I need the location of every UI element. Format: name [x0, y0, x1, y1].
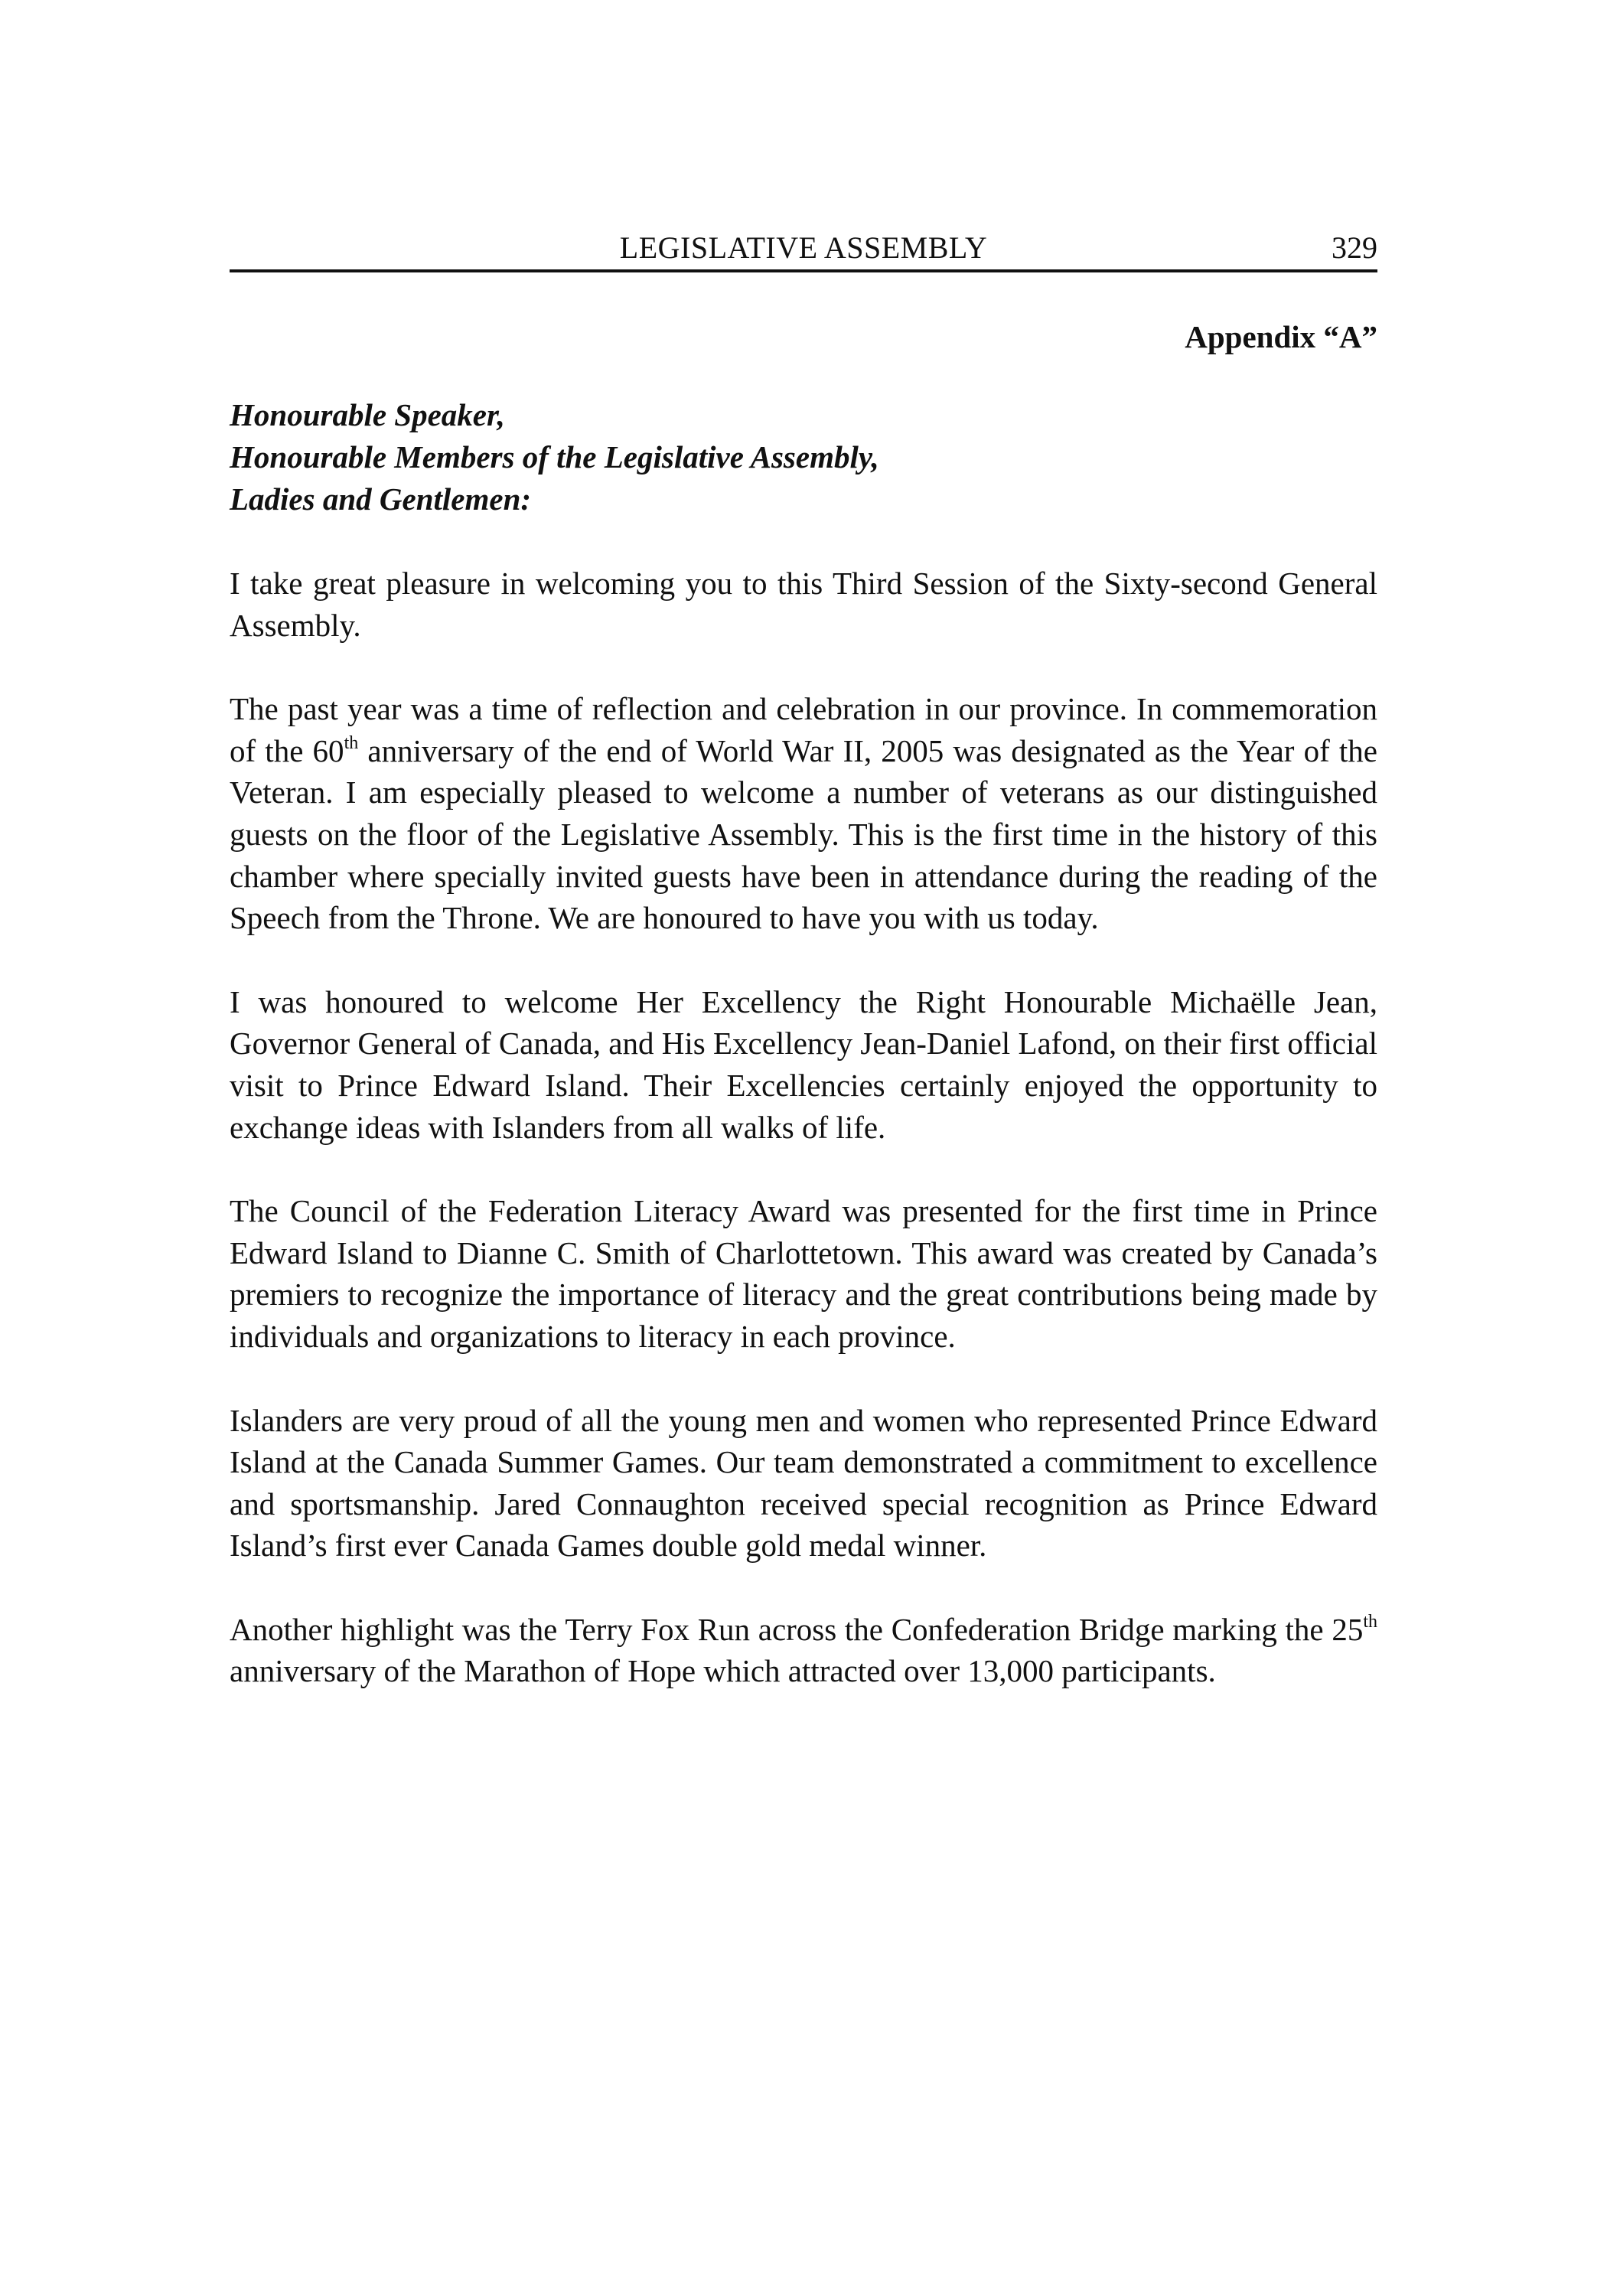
paragraph-text: anniversary of the end of World War II, 2005 was designated as the Year of the Veteran. I am especially pleased to welcome a number of veterans as our distinguished guests on the floor of the Legislative Assembly. This is the first time in the history of this chamber where specially invited guests have been in attendance during the reading of the Speech from the Throne. We are honoured to have you with us today.	[230, 732, 1377, 936]
running-header	[230, 227, 1377, 272]
salutation-line: Honourable Members of the Legislative Assembly,	[230, 439, 879, 475]
paragraph-canada-games: Islanders are very proud of all the young men and women who represented Prince Edward Island at the Canada Summer Games. Our team demonstrated a commitment to excellence and sportsmanship. Jared Connaughton received special recognition as Prince Edward Island’s first ever Canada Games double gold medal winner.	[230, 1402, 1377, 1564]
page-number: 329	[1332, 230, 1377, 265]
paragraph-welcome: I take great pleasure in welcoming you to this Third Session of the Sixty-second General Assembly.	[230, 566, 1377, 643]
paragraph-year-of-veteran	[230, 688, 1377, 939]
header-title: LEGISLATIVE ASSEMBLY	[619, 230, 988, 265]
paragraph-literacy-award: The Council of the Federation Literacy Award was presented for the first time in Prince Edward Island to Dianne C. Smith of Charlottetown. This award was created by Canada’s premiers to recognize the importance of literacy and the great contributions being made by individuals and organizations to literacy in each province.	[230, 1193, 1377, 1354]
appendix-label: Appendix “A”	[1185, 319, 1377, 354]
ordinal-suffix: th	[1363, 1612, 1377, 1632]
ordinal-suffix: th	[344, 733, 359, 754]
document-page	[230, 227, 1377, 1692]
paragraph-text: Another highlight was the Terry Fox Run across the Confederation Bridge marking the 25	[230, 1611, 1364, 1647]
paragraph-text: The past year was a time of reflection and celebration in our province. In commemoration of the 60	[230, 691, 1377, 768]
salutation	[230, 394, 1377, 520]
salutation-line: Honourable Speaker,	[230, 397, 505, 432]
salutation-line: Ladies and Gentlemen:	[230, 481, 532, 517]
paragraph-terry-fox-run	[230, 1609, 1377, 1692]
paragraph-text: anniversary of the Marathon of Hope which attracted over 13,000 participants.	[230, 1653, 1216, 1689]
paragraph-governor-general: I was honoured to welcome Her Excellency the Right Honourable Michaëlle Jean, Governor General of Canada, and His Excellency Jean-Daniel Lafond, on their first official visit to Prince Edward Island. Their Excellencies certainly enjoyed the opportunity to exchange ideas with Islanders from all walks of life.	[230, 983, 1377, 1145]
